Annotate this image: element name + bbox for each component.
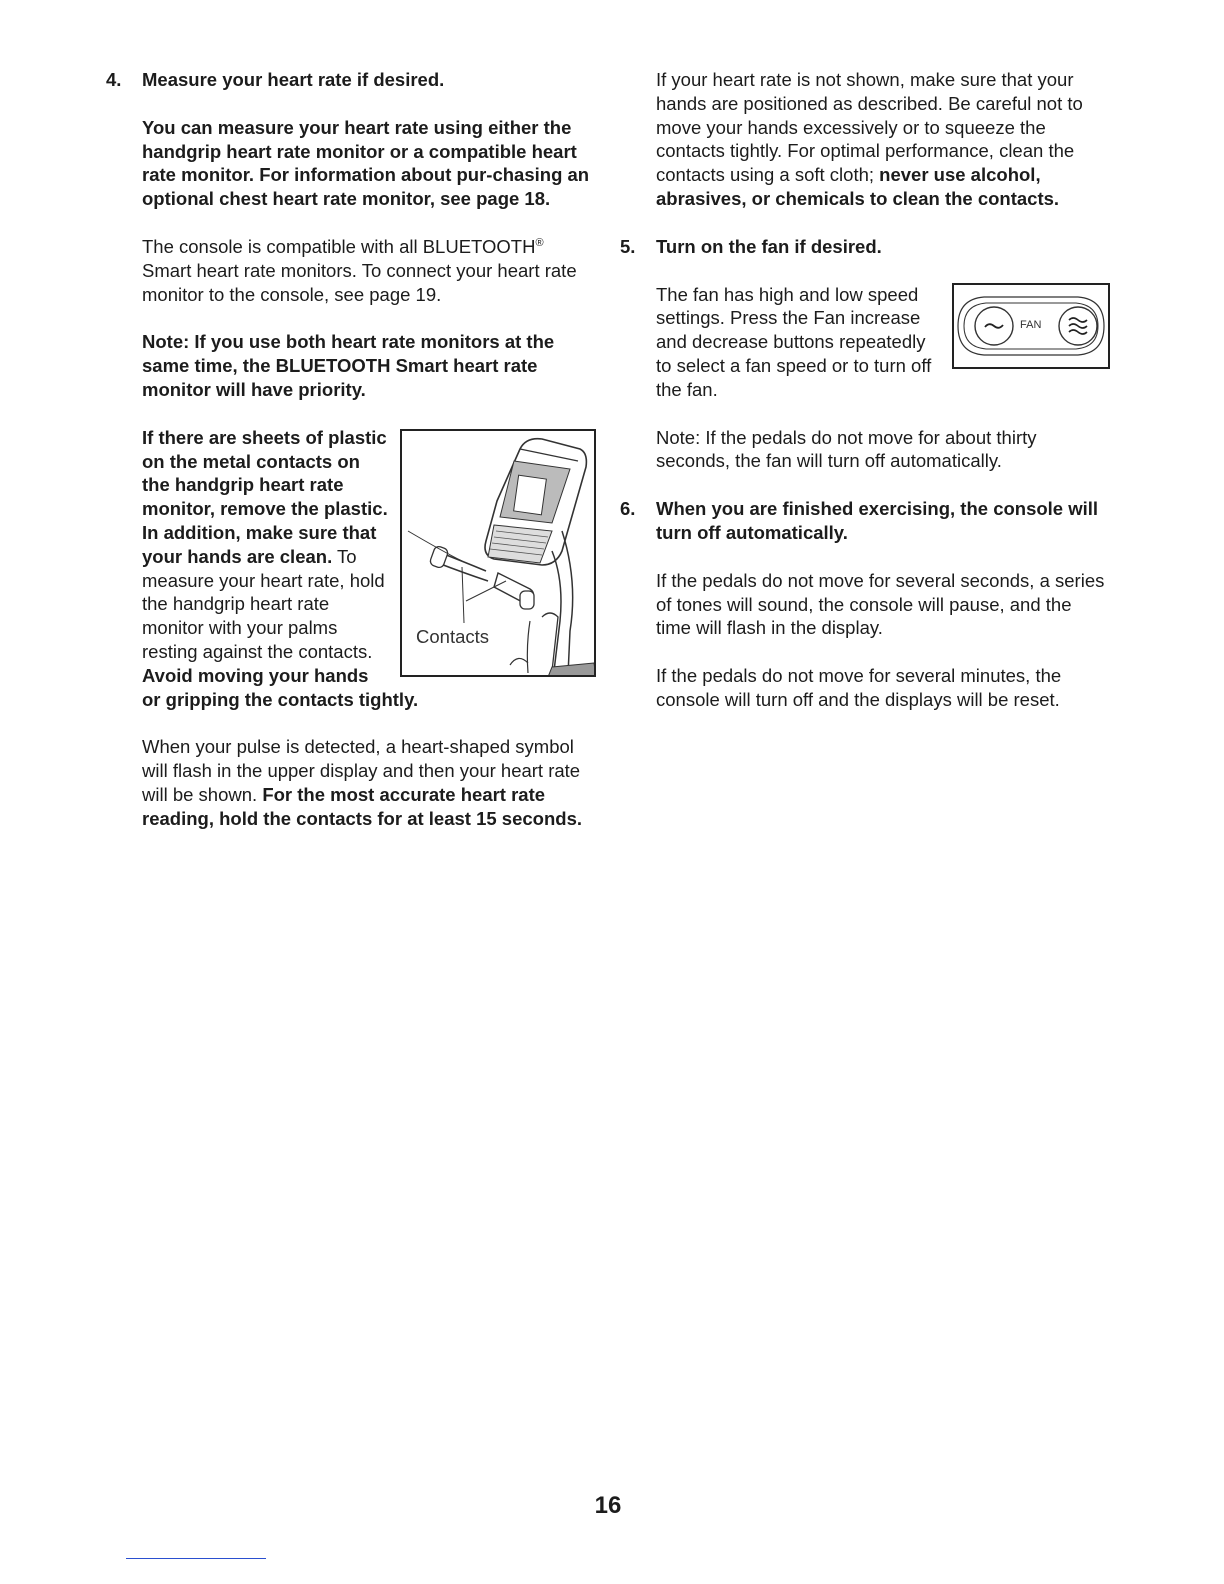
step-heading: Measure your heart rate if desired. <box>142 69 445 90</box>
bluetooth-paragraph: The console is compatible with all BLUETOOTH® Smart heart rate monitors. To connect your heart rate monitor to the console, see page 19. <box>142 235 577 305</box>
pulse-paragraph: When your pulse is detected, a heart-shaped symbol will flash in the upper display and then your heart rate will be shown. For the most accurate heart rate reading, hold the contacts for at least 15 seconds. <box>142 736 582 829</box>
step-number: 4. <box>106 69 122 90</box>
shutoff-paragraph: If the pedals do not move for several minutes, the console will turn off and the displays will be reset. <box>656 665 1062 710</box>
left-column <box>106 68 596 831</box>
step-5 <box>620 235 1110 473</box>
contacts-caption: Contacts <box>416 625 490 647</box>
pause-paragraph: If the pedals do not move for several seconds, a series of tones will sound, the console will pause, and the time will flash in the display. <box>656 569 1105 639</box>
contacts-figure <box>400 429 596 677</box>
registered-mark: ® <box>535 236 544 249</box>
fan-note: Note: If the pedals do not move for about thirty seconds, the fan will turn off automatically. <box>656 426 1037 472</box>
intro-paragraph: You can measure your heart rate using either the handgrip heart rate monitor or a compatible heart rate monitor. For information about pur-chasing an optional chest heart rate monitor, see page 18. <box>142 116 590 210</box>
fan-label: FAN <box>1020 318 1042 331</box>
right-column <box>620 68 1110 712</box>
page-number: 16 <box>594 1492 622 1519</box>
fan-block <box>656 283 1110 402</box>
step-heading: When you are finished exercising, the console will turn off automatically. <box>656 498 1099 543</box>
note-paragraph: Note: If you use both heart rate monitors at the same time, the BLUETOOTH Smart heart rate monitor will have priority. <box>142 331 555 400</box>
step-4-continued <box>620 68 1110 211</box>
step-number: 5. <box>620 235 636 257</box>
fan-paragraph: The fan has high and low speed settings. Press the Fan increase and decrease buttons repeatedly to select a fan speed or to turn off the fan. <box>656 283 932 400</box>
scan-mark-line <box>126 1558 266 1559</box>
step-6 <box>620 497 1110 712</box>
step-4 <box>106 68 596 831</box>
contacts-block <box>142 426 596 712</box>
sheets-paragraph: If there are sheets of plastic on the metal contacts on the handgrip heart rate monitor, remove the plastic. In addition, make sure that your hands are clean. To measure your heart rate, hold the handgrip heart rate monitor with your palms resting against the contacts. Avoid moving your hands or gripping the contacts tightly. <box>142 426 419 710</box>
step-number: 6. <box>620 498 636 520</box>
fan-buttons-figure <box>952 283 1110 369</box>
not-shown-paragraph: If your heart rate is not shown, make sure that your hands are positioned as described. Be careful not to move your hands excessively or to squeeze the contacts tightly. For optimal performance, clean the contacts using a soft cloth; never use alcohol, abrasives, or chemicals to clean the contacts. <box>656 69 1083 209</box>
step-heading: Turn on the fan if desired. <box>656 235 882 257</box>
